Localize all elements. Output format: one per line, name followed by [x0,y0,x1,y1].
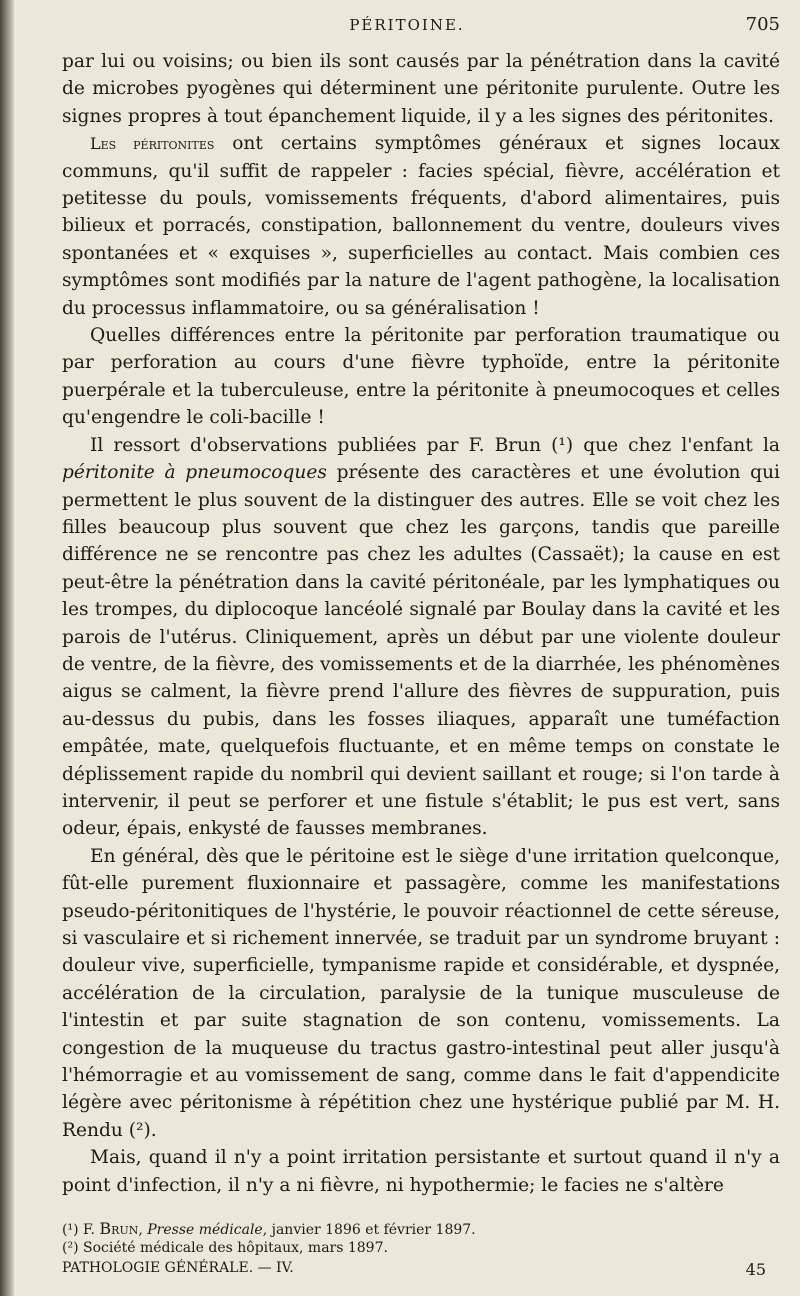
term-peritonites: Les péritonites [90,134,215,154]
footnote-1-rest: , janvier 1896 et février 1897. [262,1222,476,1238]
term-peritonite-pneumocoques: péritonite à pneumocoques [62,462,327,484]
paragraph-2-text: ont certains symptômes généraux et signes locaux communs, qu'il suffit de rappeler : facies spécial, fièvre, accélération et petitesse du pouls, vomissements fréquents, d'abord alimentaires, puis bilieux et porracés, constipation, ballonnement du ventre, douleurs vives spontanées et « exquises », superficielles au contact. Mais combien ces symptômes sont modifiés par la nature de l'agent pathogène, la localisation du processus inflammatoire, ou sa généralisation ! [62,133,780,319]
body-text [62,48,780,1199]
paragraph-5: En général, dès que le péritoine est le siège d'une irritation quelconque, fût-elle purement fluxionnaire et passagère, comme les manifestations pseudo-péritonitiques de l'hystérie, le pouvoir réactionnel de cette séreuse, si vasculaire et si richement innervée, se traduit par un syndrome bruyant : douleur vive, superficielle, tympanisme rapide et considérable, et dyspnée, accélération de la circulation, paralysie de la tunique musculeuse de l'intestin et par suite stagnation de son contenu, vomissements. La congestion de la muqueuse du tractus gastro-intestinal peut aller jusqu'à l'hémorragie et au vomissement de sang, comme dans le fait d'appendicite légère avec péritonisme à répétition chez une hystérique publié par M. H. Rendu (²). [62,845,780,1141]
footnote-1-journal: Presse médicale [147,1222,263,1238]
footnote-1-mark: (¹) F. [62,1222,100,1238]
paragraph-3: Quelles différences entre la péritonite par perforation traumatique ou par perforation au cours d'une fièvre typhoïde, entre la péritonite puerpérale et la tuberculeuse, entre la péritonite à pneumocoques et celles qu'engendre le coli-bacille ! [62,325,780,429]
paragraph-4 [62,432,780,843]
paragraph-2 [62,130,780,322]
paragraph-6: Mais, quand il n'y a point irritation persistante et surtout quand il n'y a point d'infection, il n'y a ni fièvre, ni hypothermie; le facies ne s'altère [62,1147,780,1196]
signature-mark: 45 [745,1260,766,1279]
footnote-1 [62,1220,780,1239]
running-head: PÉRITOINE. [349,16,465,34]
page-header [14,6,800,40]
paragraph-4-end: présente des caractères et une évolution qui permettent le plus souvent de la distinguer des autres. Elle se voit chez les filles beaucoup plus souvent que chez les garçons, tandis que pareille différence ne se rencontre pas chez les adultes (Cassaët); la cause en est peut-être la pénétration dans la cavité péritonéale, par les lymphatiques ou les trompes, du diplocoque lancéolé signalé par Boulay dans la cavité et les parois de l'utérus. Cliniquement, après un début par une violente douleur de ventre, de la fièvre, des vomissements et de la diarrhée, les phénomènes aigus se calment, la fièvre prend l'allure des fièvres de suppuration, puis au-dessus du pubis, dans les fosses iliaques, apparaît une tuméfaction empâtée, mate, quelquefois fluctuante, et en même temps on constate le déplissement rapide du nombril qui devient saillant et rouge; si l'on tarde à intervenir, il peut se perforer et une fistule s'établit; le pus est vert, sans odeur, épais, enkysté de fausses membranes. [62,462,780,840]
book-page [14,0,800,1296]
footnote-1-sep: , [138,1222,148,1238]
page-number: 705 [745,14,780,35]
book-binding-edge [0,0,14,1296]
footnotes [62,1220,780,1257]
footnote-1-author: Brun [99,1219,139,1238]
footnote-2: (²) Société médicale des hôpitaux, mars 1897. [62,1240,388,1256]
page-footer [62,1260,780,1279]
footer-volume-label: PATHOLOGIE GÉNÉRALE. — IV. [62,1260,294,1276]
paragraph-4-start: Il ressort d'observations publiées par F. Brun (¹) que chez l'enfant la [90,434,780,456]
paragraph-1: par lui ou voisins; ou bien ils sont causés par la pénétration dans la cavité de microbes pyogènes qui déterminent une péritonite purulente. Outre les signes propres à tout épanchement liquide, il y a les signes des péritonites. [62,51,780,127]
